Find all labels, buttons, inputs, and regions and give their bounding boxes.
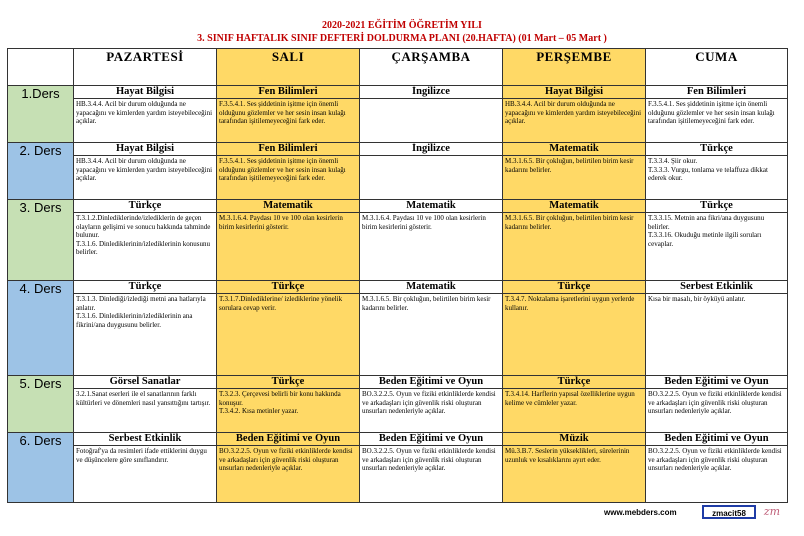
learning-outcome: HB.3.4.4. Acil bir durum olduğunda ne yapacağını ve kimlerden yardım isteyebileceğini açıklar.: [76, 157, 213, 183]
subject-name: Matematik: [503, 143, 645, 156]
learning-outcome: T.3.3.15. Metnin ana fikri/ana duygusunu belirler. T.3.3.16. Okuduğu metinle ilgili soruları cevaplar.: [648, 214, 765, 248]
lesson-label: 6. Ders: [8, 433, 74, 503]
learning-outcome: M.3.1.6.5. Bir çokluğun, belirtilen birim kesir kadarını belirler.: [362, 295, 491, 312]
lesson-row: [8, 86, 788, 143]
lesson-cell-tuesday: [217, 143, 360, 200]
subject-name: Hayat Bilgisi: [74, 86, 216, 99]
day-header-monday: PAZARTESİ: [74, 49, 217, 86]
lesson-cell-tuesday: [217, 86, 360, 143]
lesson-cell-tuesday: [217, 200, 360, 281]
learning-outcome: 3.2.1.Sanat eserleri ile el sanatlarının farklı kültürleri ve dönemleri nasıl yansıttığını tartışır.: [76, 390, 211, 407]
subject-name: Beden Eğitimi ve Oyun: [646, 376, 787, 389]
day-header-friday: CUMA: [646, 49, 788, 86]
lesson-cell-monday: [74, 376, 217, 433]
learning-outcome: BO.3.2.2.5. Oyun ve fiziki etkinliklerde kendisi ve arkadaşları için güvenlik riski oluşturan unsurları nedenleriyle açıklar.: [362, 447, 496, 473]
learning-outcome: M.3.1.6.4. Paydası 10 ve 100 olan kesirlerin birim kesirlerini gösterir.: [362, 214, 486, 231]
learning-outcome: T.3.1.3. Dinlediği/izlediği metni ana hatlarıyla anlatır. T.3.1.6. Dinlediklerinin/izlediklerinin ana fikrini/ana duygusunu belirler.: [76, 295, 206, 329]
lesson-cell-friday: [646, 143, 788, 200]
lesson-label: 5. Ders: [8, 376, 74, 433]
lesson-row: [8, 376, 788, 433]
author-badge: zmacit58: [702, 505, 756, 519]
page-subtitle: 3. SINIF HAFTALIK SINIF DEFTERİ DOLDURMA PLANI (20.HAFTA) (01 Mart – 05 Mart ): [197, 33, 607, 44]
lesson-cell-thursday: [503, 376, 646, 433]
learning-outcome: BO.3.2.2.5. Oyun ve fiziki etkinliklerde kendisi ve arkadaşları için güvenlik riski oluşturan unsurları nedenleriyle açıklar.: [648, 447, 782, 473]
subject-name: Matematik: [360, 281, 502, 294]
day-header-row: [8, 49, 788, 86]
learning-outcome: [360, 99, 502, 101]
lesson-cell-monday: [74, 143, 217, 200]
learning-outcome: T.3.4.14. Harflerin yapısal özelliklerine uygun kelime ve cümleler yazar.: [505, 390, 635, 407]
learning-outcome: M.3.1.6.5. Bir çokluğun, belirtilen birim kesir kadarını belirler.: [505, 214, 634, 231]
learning-outcome: Kısa bir masalı, bir öyküyü anlatır.: [648, 295, 746, 303]
subject-name: Türkçe: [217, 376, 359, 389]
lesson-cell-friday: [646, 281, 788, 376]
subject-name: Türkçe: [503, 281, 645, 294]
subject-name: Görsel Sanatlar: [74, 376, 216, 389]
lesson-cell-tuesday: [217, 433, 360, 503]
lesson-cell-wednesday: [360, 143, 503, 200]
subject-name: Türkçe: [74, 200, 216, 213]
author-logo: zm: [763, 505, 781, 518]
lesson-row: [8, 281, 788, 376]
learning-outcome: M.3.1.6.5. Bir çokluğun, belirtilen birim kesir kadarını belirler.: [505, 157, 634, 174]
learning-outcome: F.3.5.4.1. Ses şiddetinin işitme için önemli olduğunu gözlemler ve her sesin insan kulağı tarafından işitilemeyeceğini fark eder.: [219, 100, 346, 126]
day-header-tuesday: SALI: [217, 49, 360, 86]
subject-name: Türkçe: [646, 143, 787, 156]
learning-outcome: BO.3.2.2.5. Oyun ve fiziki etkinliklerde kendisi ve arkadaşları için güvenlik riski oluşturan unsurları nedenleriyle açıklar.: [648, 390, 782, 416]
subject-name: Matematik: [360, 200, 502, 213]
lesson-cell-wednesday: [360, 281, 503, 376]
lesson-cell-friday: [646, 86, 788, 143]
lesson-cell-wednesday: [360, 86, 503, 143]
corner-cell: [8, 49, 74, 86]
weekly-plan-table: [7, 48, 788, 503]
subject-name: Türkçe: [217, 281, 359, 294]
learning-outcome: T.3.4.7. Noktalama işaretlerini uygun yerlerde kullanır.: [505, 295, 635, 312]
learning-outcome: T.3.2.3. Çerçevesi belirli bir konu hakkında konuşur. T.3.4.2. Kısa metinler yazar.: [219, 390, 341, 416]
subject-name: Beden Eğitimi ve Oyun: [360, 433, 502, 446]
lesson-cell-thursday: [503, 143, 646, 200]
lesson-label: 2. Ders: [8, 143, 74, 200]
subject-name: Hayat Bilgisi: [74, 143, 216, 156]
learning-outcome: Fotoğraf'ya da resimleri ifade ettiklerini duygu ve düşüncelere göre sınıflandırır.: [76, 447, 207, 464]
day-header-thursday: PERŞEMBE: [503, 49, 646, 86]
lesson-cell-thursday: [503, 200, 646, 281]
subject-name: Türkçe: [646, 200, 787, 213]
subject-name: Matematik: [217, 200, 359, 213]
learning-outcome: BO.3.2.2.5. Oyun ve fiziki etkinliklerde kendisi ve arkadaşları için güvenlik riski oluşturan unsurları nedenleriyle açıklar.: [219, 447, 353, 473]
lesson-row: [8, 200, 788, 281]
learning-outcome: T.3.1.2.Dinlediklerinde/izlediklerin de geçen olayların gelişimi ve sonucu hakkında tahminde bulunur. T.3.1.6. Dinlediklerinin/izlediklerinin konusunu belirler.: [76, 214, 211, 257]
subject-name: Beden Eğitimi ve Oyun: [217, 433, 359, 446]
subject-name: Fen Bilimleri: [217, 86, 359, 99]
lesson-cell-thursday: [503, 433, 646, 503]
subject-name: Fen Bilimleri: [217, 143, 359, 156]
subject-name: İngilizce: [360, 86, 502, 99]
lesson-cell-tuesday: [217, 281, 360, 376]
lesson-cell-wednesday: [360, 376, 503, 433]
lesson-cell-tuesday: [217, 376, 360, 433]
subject-name: Serbest Etkinlik: [646, 281, 787, 294]
lesson-cell-thursday: [503, 281, 646, 376]
lesson-cell-friday: [646, 376, 788, 433]
subject-name: Türkçe: [503, 376, 645, 389]
lesson-cell-friday: [646, 200, 788, 281]
lesson-row: [8, 143, 788, 200]
subject-name: Hayat Bilgisi: [503, 86, 645, 99]
learning-outcome: F.3.5.4.1. Ses şiddetinin işitme için önemli olduğunu gözlemler ve her sesin insan kulağı tarafından işitilemeyeceğini fark eder.: [219, 157, 346, 183]
subject-name: Müzik: [503, 433, 645, 446]
learning-outcome: Mü.3.B.7. Seslerin yükseklikleri, sürelerinin uzunluk ve kısalıklarını ayırt eder.: [505, 447, 630, 464]
learning-outcome: M.3.1.6.4. Paydası 10 ve 100 olan kesirlerin birim kesirlerini gösterir.: [219, 214, 343, 231]
learning-outcome: [360, 156, 502, 158]
lesson-label: 1.Ders: [8, 86, 74, 143]
subject-name: Türkçe: [74, 281, 216, 294]
learning-outcome: T.3.1.7.Dinlediklerine/ izlediklerine yönelik sorulara cevap verir.: [219, 295, 343, 312]
subject-name: Beden Eğitimi ve Oyun: [646, 433, 787, 446]
subject-name: Beden Eğitimi ve Oyun: [360, 376, 502, 389]
lesson-cell-monday: [74, 86, 217, 143]
lesson-cell-wednesday: [360, 433, 503, 503]
learning-outcome: BO.3.2.2.5. Oyun ve fiziki etkinliklerde kendisi ve arkadaşları için güvenlik riski oluşturan unsurları nedenleriyle açıklar.: [362, 390, 496, 416]
lesson-cell-friday: [646, 433, 788, 503]
plan-body: [8, 86, 788, 503]
subject-name: Fen Bilimleri: [646, 86, 787, 99]
lesson-cell-monday: [74, 281, 217, 376]
subject-name: Serbest Etkinlik: [74, 433, 216, 446]
learning-outcome: F.3.5.4.1. Ses şiddetinin işitme için önemli olduğunu gözlemler ve her sesin insan kulağı tarafından işitilemeyeceğini fark eder.: [648, 100, 775, 126]
website-url: www.mebders.com: [604, 508, 677, 517]
subject-name: İngilizce: [360, 143, 502, 156]
lesson-label: 3. Ders: [8, 200, 74, 281]
subject-name: Matematik: [503, 200, 645, 213]
learning-outcome: T.3.3.4. Şiir okur. T.3.3.3. Vurgu, tonlama ve telaffuza dikkat ederek okur.: [648, 157, 768, 183]
lesson-cell-thursday: [503, 86, 646, 143]
lesson-cell-monday: [74, 433, 217, 503]
learning-outcome: HB.3.4.4. Acil bir durum olduğunda ne yapacağını ve kimlerden yardım isteyebileceğini açıklar.: [505, 100, 642, 126]
lesson-label: 4. Ders: [8, 281, 74, 376]
lesson-cell-wednesday: [360, 200, 503, 281]
page-title: 2020-2021 EĞİTİM ÖĞRETİM YILI: [322, 20, 482, 31]
day-header-wednesday: ÇARŞAMBA: [360, 49, 503, 86]
lesson-cell-monday: [74, 200, 217, 281]
lesson-row: [8, 433, 788, 503]
learning-outcome: HB.3.4.4. Acil bir durum olduğunda ne yapacağını ve kimlerden yardım isteyebileceğini açıklar.: [76, 100, 213, 126]
